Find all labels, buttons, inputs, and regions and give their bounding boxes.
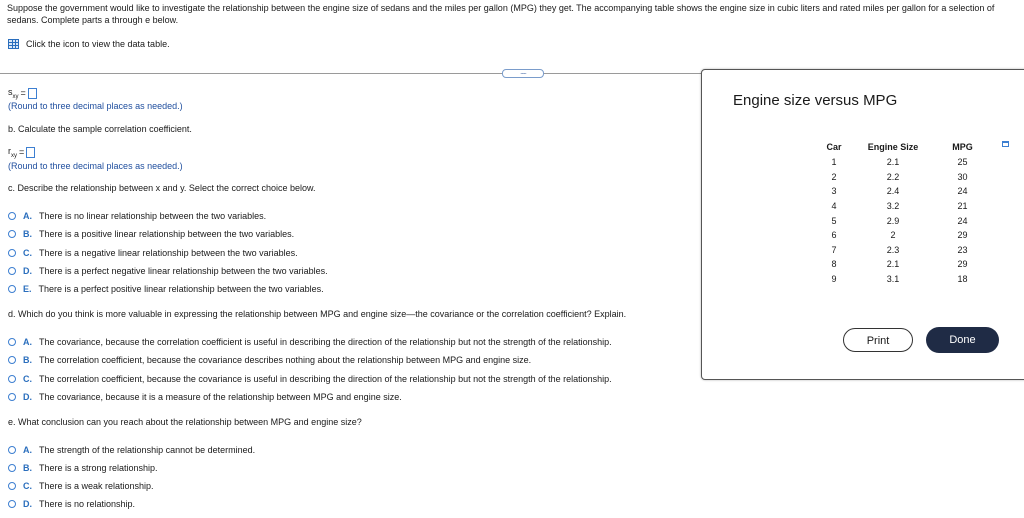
cell-mpg: 24 bbox=[957, 215, 968, 226]
cell-engine-size: 2 bbox=[890, 230, 896, 241]
option-text: The strength of the relationship cannot be determined. bbox=[39, 445, 256, 455]
radio-button[interactable] bbox=[8, 482, 16, 490]
header-mpg: MPG bbox=[952, 142, 973, 152]
part-e-option-a[interactable] bbox=[8, 445, 255, 455]
radio-button[interactable] bbox=[8, 338, 16, 346]
table-icon[interactable] bbox=[8, 39, 19, 49]
round-note-a: (Round to three decimal places as needed.) bbox=[8, 101, 183, 111]
engine-mpg-table bbox=[817, 139, 990, 286]
cell-engine-size: 2.1 bbox=[886, 157, 900, 168]
print-button[interactable]: Print bbox=[843, 328, 913, 352]
cell-car: 4 bbox=[831, 201, 837, 212]
part-d-option-d[interactable] bbox=[8, 392, 402, 402]
cell-car: 9 bbox=[831, 274, 837, 285]
cell-car: 6 bbox=[831, 230, 837, 241]
cell-engine-size: 2.2 bbox=[886, 171, 900, 182]
radio-button[interactable] bbox=[8, 393, 16, 401]
header-engine-size: Engine Size bbox=[867, 142, 919, 152]
popup-title: Engine size versus MPG bbox=[733, 92, 898, 109]
part-e-question: e. What conclusion can you reach about the relationship between MPG and engine size? bbox=[8, 417, 362, 427]
round-note-b: (Round to three decimal places as needed.) bbox=[8, 161, 183, 171]
option-letter: D. bbox=[23, 499, 32, 509]
cell-mpg: 25 bbox=[957, 157, 968, 168]
rxy-answer-line bbox=[8, 146, 35, 159]
option-text: There is a positive linear relationship between the two variables. bbox=[39, 229, 295, 239]
table-row bbox=[817, 170, 990, 185]
option-letter: D. bbox=[23, 392, 32, 402]
cell-engine-size: 2.9 bbox=[886, 215, 900, 226]
cell-car: 1 bbox=[831, 157, 837, 168]
option-text: There is a perfect positive linear relationship between the two variables. bbox=[38, 284, 324, 294]
option-text: There is a negative linear relationship between the two variables. bbox=[39, 248, 298, 258]
option-letter: C. bbox=[23, 481, 32, 491]
part-c-option-d[interactable] bbox=[8, 266, 328, 276]
part-c-question: c. Describe the relationship between x and y. Select the correct choice below. bbox=[8, 183, 316, 193]
part-d-option-a[interactable] bbox=[8, 337, 612, 347]
option-text: There is a perfect negative linear relationship between the two variables. bbox=[39, 266, 328, 276]
data-table-popup bbox=[701, 69, 1024, 380]
table-row bbox=[817, 243, 990, 258]
part-b-question: b. Calculate the sample correlation coefficient. bbox=[8, 124, 192, 134]
cell-mpg: 18 bbox=[957, 274, 968, 285]
cell-car: 7 bbox=[831, 244, 837, 255]
rxy-label: $r_{xy}$ bbox=[8, 146, 17, 159]
radio-button[interactable] bbox=[8, 285, 16, 293]
option-letter: A. bbox=[23, 337, 32, 347]
cell-engine-size: 2.4 bbox=[886, 186, 900, 197]
radio-button[interactable] bbox=[8, 249, 16, 257]
option-text: There is a strong relationship. bbox=[39, 463, 158, 473]
part-c-option-c[interactable] bbox=[8, 248, 298, 258]
cell-mpg: 24 bbox=[957, 186, 968, 197]
option-text: There is no linear relationship between the two variables. bbox=[39, 211, 267, 221]
table-row bbox=[817, 199, 990, 214]
table-row bbox=[817, 272, 990, 287]
part-d-option-c[interactable] bbox=[8, 374, 612, 384]
cell-engine-size: 2.3 bbox=[886, 244, 900, 255]
part-c-option-b[interactable] bbox=[8, 229, 294, 239]
option-letter: C. bbox=[23, 248, 32, 258]
sxy-answer-line bbox=[8, 87, 37, 100]
option-letter: C. bbox=[23, 374, 32, 384]
table-row bbox=[817, 228, 990, 243]
data-table-link-label: Click the icon to view the data table. bbox=[26, 39, 170, 49]
option-text: There is a weak relationship. bbox=[39, 481, 154, 491]
cell-engine-size: 3.2 bbox=[886, 201, 900, 212]
sxy-label: $s_{xy}$ bbox=[8, 87, 19, 100]
divider-handle[interactable]: ...... bbox=[502, 69, 544, 78]
equals-sign: = bbox=[19, 147, 25, 158]
equals-sign: = bbox=[20, 88, 26, 99]
part-d-option-b[interactable] bbox=[8, 355, 531, 365]
section-divider bbox=[0, 73, 704, 74]
part-e-option-d[interactable] bbox=[8, 499, 135, 509]
option-text: The correlation coefficient, because the covariance describes nothing about the relationship between MPG and engine size. bbox=[39, 355, 532, 365]
radio-button[interactable] bbox=[8, 267, 16, 275]
cell-engine-size: 2.1 bbox=[886, 259, 900, 270]
cell-mpg: 29 bbox=[957, 230, 968, 241]
option-letter: A. bbox=[23, 211, 32, 221]
header-car: Car bbox=[826, 142, 842, 152]
rxy-input[interactable] bbox=[26, 147, 35, 158]
copy-icon[interactable] bbox=[1002, 141, 1009, 147]
table-row bbox=[817, 213, 990, 228]
part-d-question: d. Which do you think is more valuable in expressing the relationship between MPG and engine size—the covariance or the correlation coefficient? Explain. bbox=[8, 309, 627, 319]
problem-intro: Suppose the government would like to investigate the relationship between the engine size of sedans and the miles per gallon (MPG) they get. The accompanying table shows the engine size in cubic liters and rated miles per gallon for a selection of sedans. Complete parts a through e below. bbox=[7, 3, 995, 25]
option-letter: B. bbox=[23, 229, 32, 239]
cell-mpg: 29 bbox=[957, 259, 968, 270]
radio-button[interactable] bbox=[8, 464, 16, 472]
table-row bbox=[817, 155, 990, 170]
option-letter: B. bbox=[23, 463, 32, 473]
table-row bbox=[817, 257, 990, 272]
radio-button[interactable] bbox=[8, 375, 16, 383]
cell-car: 5 bbox=[831, 215, 837, 226]
data-table-link[interactable] bbox=[8, 39, 170, 49]
radio-button[interactable] bbox=[8, 230, 16, 238]
option-text: The correlation coefficient, because the covariance is useful in describing the direction of the relationship but not the strength of the relationship. bbox=[39, 374, 612, 384]
cell-car: 8 bbox=[831, 259, 837, 270]
done-button[interactable]: Done bbox=[926, 327, 999, 353]
part-e-option-b[interactable] bbox=[8, 463, 158, 473]
part-c-option-e[interactable] bbox=[8, 284, 324, 294]
cell-car: 2 bbox=[831, 171, 837, 182]
radio-button[interactable] bbox=[8, 212, 16, 220]
option-letter: E. bbox=[23, 284, 32, 294]
radio-button[interactable] bbox=[8, 500, 16, 508]
cell-engine-size: 3.1 bbox=[886, 274, 900, 285]
cell-car: 3 bbox=[831, 186, 837, 197]
cell-mpg: 21 bbox=[957, 201, 968, 212]
option-letter: D. bbox=[23, 266, 32, 276]
option-text: The covariance, because it is a measure of the relationship between MPG and engine size. bbox=[39, 392, 402, 402]
radio-button[interactable] bbox=[8, 356, 16, 364]
cell-mpg: 23 bbox=[957, 244, 968, 255]
option-letter: A. bbox=[23, 445, 32, 455]
part-e-option-c[interactable] bbox=[8, 481, 154, 491]
table-row bbox=[817, 184, 990, 199]
part-c-option-a[interactable] bbox=[8, 211, 266, 221]
table-header-row bbox=[817, 139, 990, 155]
cell-mpg: 30 bbox=[957, 171, 968, 182]
option-text: There is no relationship. bbox=[39, 499, 136, 509]
radio-button[interactable] bbox=[8, 446, 16, 454]
option-letter: B. bbox=[23, 355, 32, 365]
option-text: The covariance, because the correlation coefficient is useful in describing the direction of the relationship but not the strength of the relationship. bbox=[39, 337, 612, 347]
sxy-input[interactable] bbox=[28, 88, 37, 99]
